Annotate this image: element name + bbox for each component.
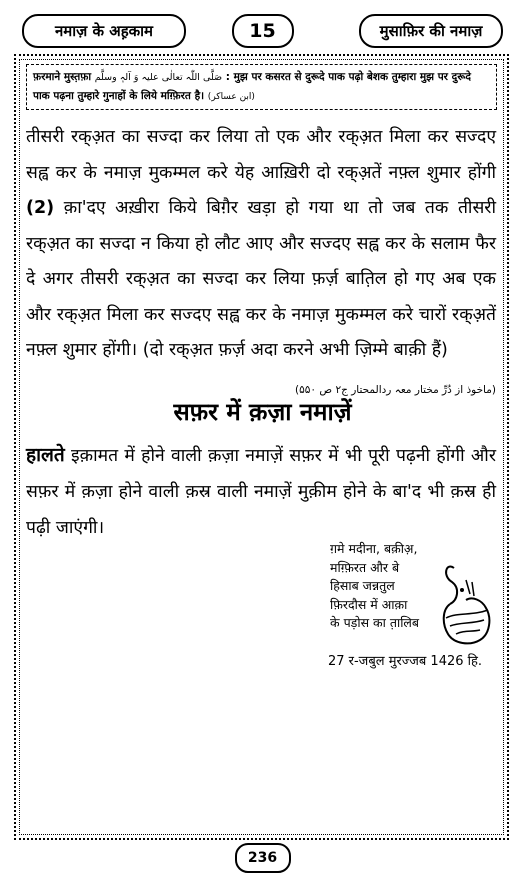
body-text-part2: क़ा'दए अख़ीरा किये बिग़ैर खड़ा हो गया था तो जब तक तीसरी रक्अ़त का सज्दा न किया हो लौट आए और सज्दए सह्व कर के सलाम फैर दे अगर तीसरी रक्अ़त का सज्दा कर लिया फ़र्ज़ बात़िल हो गए अब एक और रक्अ़त मिला कर सज्दए सह्व कर के नमाज़ मुकम्मल करे चारों रक्अ़तें नफ़्ल शुमार होंगी। (दो रक्अ़त फ़र्ज़ अदा करने अभी ज़िम्मे बाक़ी हैं) [26,198,496,360]
section-heading: सफ़र में क़ज़ा नमाज़ें [173,398,352,426]
page-header [22,14,503,48]
lead-word: हालते [26,444,65,466]
section-title-pill: मुसाफ़िर की नमाज़ [359,14,503,48]
signature-date: 27 र-जबुल मुरज्जब 1426 हि. [328,654,483,669]
footer-page-number: 236 [235,843,291,873]
hadith-honorific: صَلَّی اللّٰہ تعالٰی علیہ وَ آلہٖ وسلَّم [94,72,223,83]
prayer-line: हिसाब जन्नतुल [330,578,395,593]
section-paragraph-text: इक़ामत में होने वाली क़ज़ा नमाज़ें सफ़र में भी पूरी पढ़नी होंगी और सफ़र में क़ज़ा होने वाली क़स्र वाली नमाज़ें मुक़ीम होने के बा'द भी क़स्र ही पढ़ी जाएंगी। [26,446,496,538]
hadith-text: : मुझ पर कसरत से दुरूदे पाक पढ़ो बेशक तुम्हारा मुझ पर दुरूदे पाक पढ़ना तुम्हारे गुनाहों के लिये मग़्फ़िरत है। [33,71,471,102]
prayer-line: के पड़ोस का त़ालिब [330,615,420,630]
body-text-part1: तीसरी रक्अ़त का सज्दा कर लिया तो एक और रक्अ़त मिला कर सज्दए सह्व कर के नमाज़ मुकम्मल करे येह आख़िरी दो रक्अ़तें नफ़्ल शुमार होंगी [26,127,496,183]
section-paragraph [26,437,496,546]
hadith-box [26,64,497,110]
prayer-line: मग़्फ़िरत और बे [330,559,400,575]
header-page-number: 15 [232,14,294,48]
reference-citation: (ماخوذ از دُرِّ مختار معہ ردالمحتار ج۲ ص ۵۵۰) [295,383,496,396]
hadith-label: फ़रमाने मुस्त़फ़ा [33,71,92,83]
body-paragraph [26,120,496,408]
prayer-line: ग़मे मदीना, बक़ीअ़, [330,541,418,556]
calligraphy-signature-icon [436,560,496,650]
point-number: (2) [26,198,55,218]
hadith-source: (ابن عساکر) [207,92,255,102]
chapter-title-pill: नमाज़ के अह़काम [22,14,186,48]
prayer-line: फ़िरदौस में आक़ा [330,596,408,612]
author-prayer [330,540,450,633]
